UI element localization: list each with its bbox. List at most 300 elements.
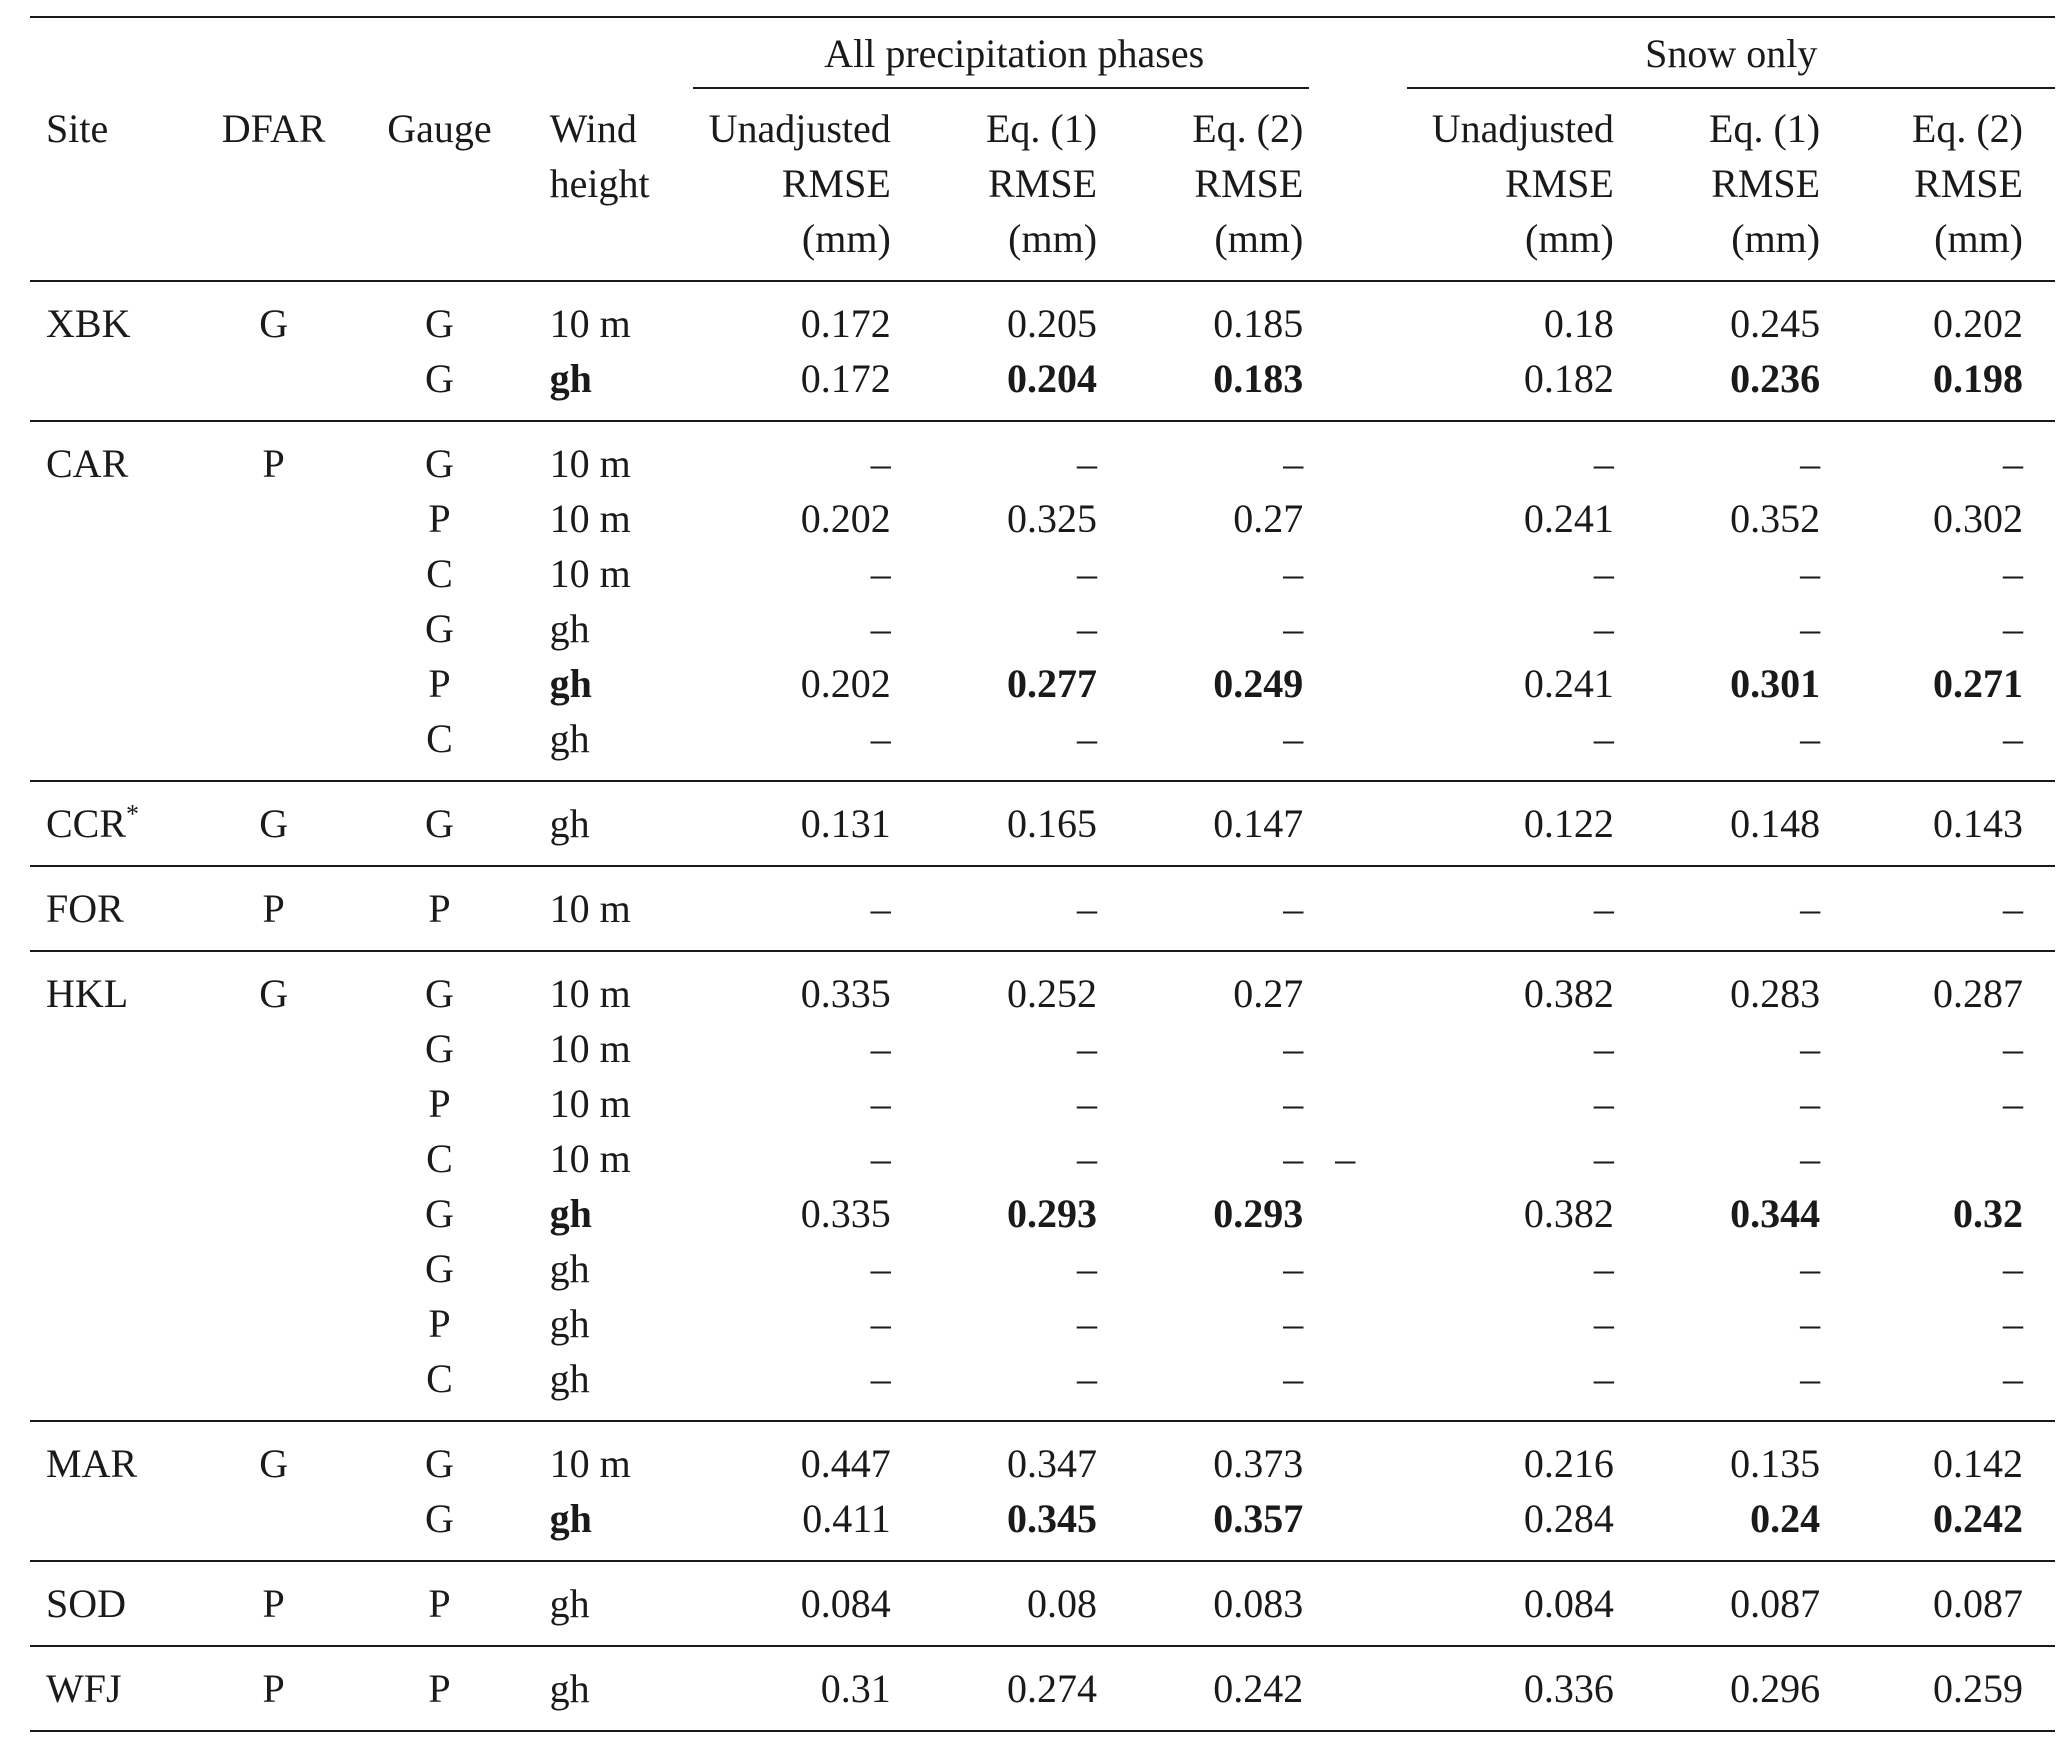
- cell-all-eq2: –: [1283, 1026, 1304, 1071]
- cell-site: [30, 1131, 206, 1186]
- cell-wind-height: 10 m: [549, 1081, 631, 1126]
- table-row: [30, 781, 2055, 866]
- cell-gap: [1335, 546, 1407, 601]
- cell-snow-eq2: 0.202: [1933, 301, 2023, 346]
- cell-dfar: [206, 1491, 341, 1561]
- table-row: [30, 1351, 2055, 1421]
- cell-all-eq1: 0.165: [923, 781, 1129, 866]
- cell-gauge: P: [341, 1561, 537, 1646]
- cell-wind-height: gh: [549, 661, 592, 706]
- col-all-eq2-line1: Eq. (2): [1192, 106, 1304, 151]
- col-snow-unadjusted-line1: Unadjusted: [1431, 106, 1614, 151]
- cell-all-eq1: 0.205: [1007, 301, 1098, 346]
- col-wind-line1: Wind: [549, 106, 637, 151]
- cell-gauge: P: [341, 1646, 537, 1731]
- cell-dfar: [206, 1076, 341, 1131]
- cell-all-unadjusted: –: [693, 1351, 923, 1421]
- cell-wind-height: 10 m: [549, 551, 631, 596]
- cell-gauge: P: [428, 661, 451, 706]
- group-all-phases-rule: [693, 87, 1309, 89]
- cell-gauge: C: [341, 1351, 537, 1421]
- cell-gap: [1335, 1241, 1407, 1296]
- cell-site: [30, 1561, 206, 1646]
- cell-snow-eq2: 0.143: [1852, 781, 2055, 866]
- cell-all-eq2: 0.183: [1129, 351, 1335, 421]
- site-code: FOR: [46, 886, 124, 931]
- cell-snow-unadjusted: –: [1593, 1301, 1614, 1346]
- cell-gap: [1335, 1186, 1407, 1241]
- table-row: [30, 866, 2055, 951]
- cell-snow-eq1: –: [1646, 711, 1852, 781]
- cell-snow-eq1: 0.344: [1730, 1191, 1821, 1236]
- table-row: [30, 1296, 2055, 1351]
- table-row: [30, 1241, 2055, 1296]
- cell-gauge: P: [428, 1301, 451, 1346]
- col-all-eq2: [1129, 89, 1335, 281]
- cell-snow-eq2: [1852, 1131, 2055, 1186]
- group-snow-only: [1407, 17, 2055, 89]
- cell-gap: [1335, 601, 1407, 656]
- table-row: [30, 1021, 2055, 1076]
- cell-snow-unadjusted: 0.122: [1407, 781, 1645, 866]
- cell-dfar: [206, 546, 341, 601]
- cell-all-unadjusted: –: [693, 866, 923, 951]
- cell-all-unadjusted: –: [870, 1301, 891, 1346]
- cell-gap: [1335, 866, 1407, 951]
- cell-gap: [1335, 281, 1407, 351]
- cell-all-eq1: 0.293: [1007, 1191, 1098, 1236]
- cell-all-eq1: –: [1077, 1136, 1098, 1181]
- cell-all-eq1: 0.277: [1007, 661, 1098, 706]
- cell-all-eq2: –: [1283, 1136, 1304, 1181]
- cell-wind-height: gh: [549, 606, 590, 651]
- cell-snow-unadjusted: 0.382: [1523, 971, 1614, 1016]
- cell-gap: [1335, 951, 1407, 1021]
- cell-all-unadjusted: 0.084: [693, 1561, 923, 1646]
- cell-all-eq1: –: [1077, 1301, 1098, 1346]
- cell-snow-unadjusted: –: [1407, 1351, 1645, 1421]
- cell-all-unadjusted: 0.172: [693, 351, 923, 421]
- cell-site: [30, 866, 206, 951]
- cell-snow-eq2: –: [1852, 711, 2055, 781]
- cell-site: [30, 491, 206, 546]
- cell-gauge: C: [426, 551, 453, 596]
- table-row: [30, 1131, 2055, 1186]
- col-snow-unadjusted-line3: (mm): [1525, 216, 1614, 261]
- table-row: [30, 951, 2055, 1021]
- cell-wind-height: 10 m: [549, 1136, 631, 1181]
- cell-all-eq2: –: [1283, 441, 1304, 486]
- cell-all-eq2: 0.147: [1129, 781, 1335, 866]
- cell-all-eq1: –: [923, 711, 1129, 781]
- cell-snow-eq2: –: [2003, 1301, 2023, 1346]
- table-body: [30, 281, 2055, 1731]
- site-code: CAR: [46, 441, 129, 486]
- col-wind-line2: height: [549, 161, 650, 206]
- cell-all-eq2: –: [1283, 606, 1304, 651]
- cell-snow-eq2: –: [2003, 1026, 2023, 1071]
- col-snow-eq1-line3: (mm): [1731, 216, 1821, 261]
- cell-site: [30, 1021, 206, 1076]
- cell-wind-height: gh: [538, 1491, 694, 1561]
- cell-dfar: [206, 1131, 341, 1186]
- cell-all-eq1: –: [1077, 1246, 1098, 1291]
- cell-gauge: G: [425, 1191, 454, 1236]
- cell-gap: [1335, 1561, 1407, 1646]
- cell-all-unadjusted: 0.202: [800, 661, 891, 706]
- cell-gap: [1335, 1021, 1407, 1076]
- cell-snow-unadjusted: 0.284: [1407, 1491, 1645, 1561]
- cell-snow-eq1: 0.352: [1730, 496, 1821, 541]
- cell-all-eq1: –: [1077, 606, 1098, 651]
- table-row: [30, 351, 2055, 421]
- cell-wind-height: gh: [538, 781, 694, 866]
- cell-all-eq2: 0.373: [1213, 1441, 1304, 1486]
- cell-dfar: G: [206, 781, 341, 866]
- cell-snow-unadjusted: –: [1593, 1081, 1614, 1126]
- cell-gauge: P: [428, 1081, 451, 1126]
- cell-wind-height: gh: [538, 1561, 694, 1646]
- col-all-unadjusted: [693, 89, 923, 281]
- site-code: XBK: [46, 301, 131, 346]
- table-row: [30, 601, 2055, 656]
- cell-snow-eq2: –: [2003, 441, 2023, 486]
- cell-all-eq1: 0.345: [923, 1491, 1129, 1561]
- cell-snow-unadjusted: 0.382: [1523, 1191, 1614, 1236]
- cell-all-eq2: 0.242: [1129, 1646, 1335, 1731]
- col-snow-unadjusted-line2: RMSE: [1504, 161, 1614, 206]
- cell-snow-eq1: 0.301: [1730, 661, 1821, 706]
- cell-snow-unadjusted: –: [1593, 441, 1614, 486]
- cell-snow-eq1: 0.245: [1730, 301, 1821, 346]
- cell-all-unadjusted: –: [870, 1026, 891, 1071]
- cell-all-unadjusted: 0.31: [693, 1646, 923, 1731]
- cell-gap: [1335, 656, 1407, 711]
- cell-snow-unadjusted: –: [1407, 711, 1645, 781]
- cell-all-eq2: 0.083: [1129, 1561, 1335, 1646]
- col-all-unadjusted-line2: RMSE: [781, 161, 891, 206]
- cell-site: [30, 601, 206, 656]
- cell-snow-unadjusted: –: [1593, 1136, 1614, 1181]
- cell-site: [30, 1646, 206, 1731]
- site-footnote-mark: *: [126, 799, 140, 829]
- cell-gap: [1335, 1296, 1407, 1351]
- cell-snow-unadjusted: 0.182: [1407, 351, 1645, 421]
- cell-snow-eq1: –: [1646, 866, 1852, 951]
- cell-wind-height: 10 m: [538, 866, 694, 951]
- cell-gauge: G: [425, 971, 454, 1016]
- cell-gauge: C: [426, 1136, 453, 1181]
- cell-snow-eq1: –: [1800, 1301, 1821, 1346]
- cell-all-unadjusted: 0.335: [800, 971, 891, 1016]
- cell-all-unadjusted: 0.411: [693, 1491, 923, 1561]
- table-row: [30, 1421, 2055, 1491]
- group-all-phases: [693, 17, 1335, 89]
- col-snow-eq2-line3: (mm): [1934, 216, 2023, 261]
- cell-site: [30, 351, 206, 421]
- cell-all-eq1: 0.08: [923, 1561, 1129, 1646]
- group-snow-only-rule: [1407, 87, 2055, 89]
- cell-snow-eq1: 0.135: [1730, 1441, 1821, 1486]
- cell-all-unadjusted: –: [870, 1246, 891, 1291]
- table-row: [30, 546, 2055, 601]
- cell-site: [30, 1186, 206, 1241]
- cell-gap: [1335, 491, 1407, 546]
- cell-snow-unadjusted: –: [1407, 866, 1645, 951]
- cell-gauge: G: [341, 781, 537, 866]
- cell-gap: [1335, 1646, 1407, 1731]
- cell-wind-height: gh: [549, 1246, 590, 1291]
- cell-all-eq2: –: [1129, 1351, 1335, 1421]
- cell-gap: [1335, 1421, 1407, 1491]
- cell-all-unadjusted: 0.447: [800, 1441, 891, 1486]
- cell-dfar: [206, 1351, 341, 1421]
- cell-all-eq2: 0.249: [1213, 661, 1304, 706]
- cell-site: [30, 656, 206, 711]
- cell-all-eq2: 0.293: [1213, 1191, 1304, 1236]
- table-row: [30, 711, 2055, 781]
- cell-all-unadjusted: 0.172: [800, 301, 891, 346]
- cell-gauge: G: [425, 441, 454, 486]
- cell-snow-eq1: 0.24: [1646, 1491, 1852, 1561]
- cell-all-eq1: 0.347: [1007, 1441, 1098, 1486]
- cell-site: [30, 546, 206, 601]
- cell-dfar: [206, 1021, 341, 1076]
- cell-snow-eq1: –: [1800, 606, 1821, 651]
- cell-gap: [1335, 1351, 1407, 1421]
- cell-wind-height: gh: [538, 1351, 694, 1421]
- cell-all-eq2: –: [1283, 1246, 1304, 1291]
- cell-gauge: G: [341, 1491, 537, 1561]
- cell-gap: [1335, 1491, 1407, 1561]
- cell-snow-eq1: –: [1646, 1351, 1852, 1421]
- cell-dfar: [206, 656, 341, 711]
- cell-snow-unadjusted: –: [1593, 551, 1614, 596]
- col-snow-eq1: [1646, 89, 1852, 281]
- cell-snow-eq2: –: [2003, 1081, 2023, 1126]
- group-header-row: [30, 17, 2055, 89]
- cell-snow-eq2: –: [2003, 606, 2023, 651]
- cell-dfar: [206, 1296, 341, 1351]
- cell-all-eq2: –: [1283, 551, 1304, 596]
- cell-gauge: G: [341, 351, 537, 421]
- cell-dfar: [206, 711, 341, 781]
- col-snow-eq2: [1852, 89, 2055, 281]
- cell-wind-height: gh: [538, 1646, 694, 1731]
- cell-gauge: C: [341, 711, 537, 781]
- cell-all-eq1: –: [1077, 441, 1098, 486]
- cell-gap: –: [1335, 1136, 1356, 1181]
- cell-dfar: [206, 601, 341, 656]
- cell-snow-unadjusted: 0.241: [1523, 661, 1614, 706]
- cell-all-eq2: 0.185: [1213, 301, 1304, 346]
- cell-all-unadjusted: –: [693, 711, 923, 781]
- cell-all-eq2: 0.27: [1233, 496, 1304, 541]
- cell-snow-eq2: –: [2003, 551, 2023, 596]
- cell-all-unadjusted: 0.335: [800, 1191, 891, 1236]
- cell-snow-eq2: 0.271: [1933, 661, 2023, 706]
- col-all-eq1-line1: Eq. (1): [985, 106, 1098, 151]
- cell-wind-height: gh: [538, 711, 694, 781]
- cell-snow-unadjusted: –: [1593, 1246, 1614, 1291]
- cell-snow-eq1: 0.283: [1730, 971, 1821, 1016]
- col-snow-eq2-line1: Eq. (2): [1911, 106, 2023, 151]
- col-snow-eq2-line2: RMSE: [1914, 161, 2023, 206]
- cell-site: [30, 781, 206, 866]
- cell-site: [30, 421, 206, 491]
- cell-all-unadjusted: –: [870, 441, 891, 486]
- rmse-table: [30, 16, 2055, 1732]
- cell-gauge: G: [425, 1026, 454, 1071]
- cell-wind-height: 10 m: [549, 301, 631, 346]
- cell-snow-unadjusted: –: [1593, 1026, 1614, 1071]
- cell-snow-eq1: –: [1800, 1136, 1821, 1181]
- group-snow-only-label: Snow only: [1645, 31, 1818, 76]
- table-row: [30, 281, 2055, 351]
- cell-all-eq1: 0.325: [1007, 496, 1098, 541]
- table-row: [30, 656, 2055, 711]
- cell-site: [30, 711, 206, 781]
- cell-dfar: [206, 1186, 341, 1241]
- cell-all-unadjusted: –: [870, 606, 891, 651]
- cell-dfar: [206, 351, 341, 421]
- col-all-eq1-line2: RMSE: [988, 161, 1098, 206]
- table-row: [30, 491, 2055, 546]
- cell-snow-eq1: 0.236: [1646, 351, 1852, 421]
- cell-gauge: P: [341, 866, 537, 951]
- cell-gauge: G: [425, 1246, 454, 1291]
- cell-snow-eq1: 0.087: [1646, 1561, 1852, 1646]
- cell-site: [30, 1076, 206, 1131]
- cell-wind-height: gh: [549, 1301, 590, 1346]
- cell-snow-eq2: 0.32: [1953, 1191, 2023, 1236]
- cell-snow-eq2: –: [1852, 866, 2055, 951]
- cell-gauge: G: [425, 1441, 454, 1486]
- cell-wind-height: gh: [538, 351, 694, 421]
- cell-site: [30, 1241, 206, 1296]
- column-header-row: [30, 89, 2055, 281]
- col-snow-eq1-line1: Eq. (1): [1709, 106, 1821, 151]
- cell-all-eq2: –: [1283, 1081, 1304, 1126]
- site-code: CCR: [46, 801, 127, 846]
- cell-snow-unadjusted: 0.084: [1407, 1561, 1645, 1646]
- cell-site: [30, 1296, 206, 1351]
- cell-dfar: G: [259, 1441, 289, 1486]
- cell-all-eq1: –: [1077, 551, 1098, 596]
- cell-wind-height: 10 m: [549, 496, 631, 541]
- cell-site: [30, 1491, 206, 1561]
- cell-snow-eq2: 0.198: [1852, 351, 2055, 421]
- col-site: Site: [30, 89, 206, 281]
- col-all-eq1: [923, 89, 1129, 281]
- cell-all-eq1: 0.252: [1007, 971, 1098, 1016]
- cell-wind-height: gh: [549, 1191, 592, 1236]
- cell-gauge: G: [425, 606, 454, 651]
- cell-gap: [1335, 421, 1407, 491]
- site-code: HKL: [46, 971, 129, 1016]
- cell-snow-eq1: 0.148: [1646, 781, 1852, 866]
- cell-wind-height: 10 m: [549, 1441, 631, 1486]
- col-all-unadjusted-line1: Unadjusted: [708, 106, 891, 151]
- cell-gap: [1335, 1076, 1407, 1131]
- cell-dfar: P: [206, 1561, 341, 1646]
- table-row: [30, 1076, 2055, 1131]
- table-row: [30, 1561, 2055, 1646]
- cell-snow-eq2: –: [1852, 1351, 2055, 1421]
- col-all-unadjusted-line3: (mm): [801, 216, 891, 261]
- cell-dfar: [206, 491, 341, 546]
- cell-snow-eq1: –: [1800, 1081, 1821, 1126]
- cell-all-unadjusted: –: [870, 1136, 891, 1181]
- cell-snow-unadjusted: 0.18: [1543, 301, 1614, 346]
- group-all-phases-label: All precipitation phases: [824, 31, 1205, 76]
- cell-snow-unadjusted: 0.216: [1523, 1441, 1614, 1486]
- cell-site: [30, 281, 206, 351]
- cell-wind-height: 10 m: [549, 1026, 631, 1071]
- cell-all-unadjusted: 0.131: [693, 781, 923, 866]
- table-row: [30, 421, 2055, 491]
- cell-site: [30, 1421, 206, 1491]
- cell-gap: [1335, 351, 1407, 421]
- cell-gap: [1335, 781, 1407, 866]
- cell-snow-eq2: 0.142: [1933, 1441, 2023, 1486]
- cell-site: [30, 951, 206, 1021]
- cell-snow-eq1: –: [1800, 551, 1821, 596]
- cell-snow-eq1: 0.296: [1646, 1646, 1852, 1731]
- col-gauge: Gauge: [341, 89, 537, 281]
- cell-wind-height: 10 m: [549, 441, 631, 486]
- site-code: WFJ: [46, 1666, 122, 1711]
- cell-gap: [1335, 711, 1407, 781]
- cell-all-eq1: –: [1077, 1026, 1098, 1071]
- cell-snow-unadjusted: 0.241: [1523, 496, 1614, 541]
- cell-all-eq2: –: [1129, 866, 1335, 951]
- cell-dfar: P: [262, 441, 285, 486]
- cell-gauge: G: [425, 301, 454, 346]
- cell-all-eq1: 0.204: [923, 351, 1129, 421]
- cell-snow-eq2: 0.259: [1852, 1646, 2055, 1731]
- cell-dfar: P: [206, 866, 341, 951]
- cell-all-unadjusted: –: [870, 551, 891, 596]
- cell-all-eq2: –: [1129, 711, 1335, 781]
- cell-all-eq2: –: [1283, 1301, 1304, 1346]
- cell-dfar: G: [259, 301, 289, 346]
- cell-snow-eq2: 0.302: [1933, 496, 2023, 541]
- cell-snow-eq2: 0.242: [1852, 1491, 2055, 1561]
- col-snow-eq1-line2: RMSE: [1711, 161, 1821, 206]
- cell-snow-eq2: –: [2003, 1246, 2023, 1291]
- cell-snow-eq1: –: [1800, 441, 1821, 486]
- table-row: [30, 1186, 2055, 1241]
- col-dfar: DFAR: [206, 89, 341, 281]
- cell-all-eq1: –: [923, 866, 1129, 951]
- col-wind-height: [538, 89, 694, 281]
- cell-snow-unadjusted: 0.336: [1407, 1646, 1645, 1731]
- cell-snow-eq2: 0.087: [1852, 1561, 2055, 1646]
- cell-all-eq2: 0.27: [1233, 971, 1304, 1016]
- cell-snow-unadjusted: –: [1593, 606, 1614, 651]
- table-row: [30, 1646, 2055, 1731]
- site-code: SOD: [46, 1581, 127, 1626]
- cell-dfar: [206, 1241, 341, 1296]
- cell-all-eq1: –: [1077, 1081, 1098, 1126]
- col-all-eq2-line2: RMSE: [1194, 161, 1304, 206]
- cell-all-eq2: 0.357: [1129, 1491, 1335, 1561]
- cell-all-unadjusted: 0.202: [800, 496, 891, 541]
- cell-site: [30, 1351, 206, 1421]
- table-row: [30, 1491, 2055, 1561]
- col-all-eq1-line3: (mm): [1008, 216, 1098, 261]
